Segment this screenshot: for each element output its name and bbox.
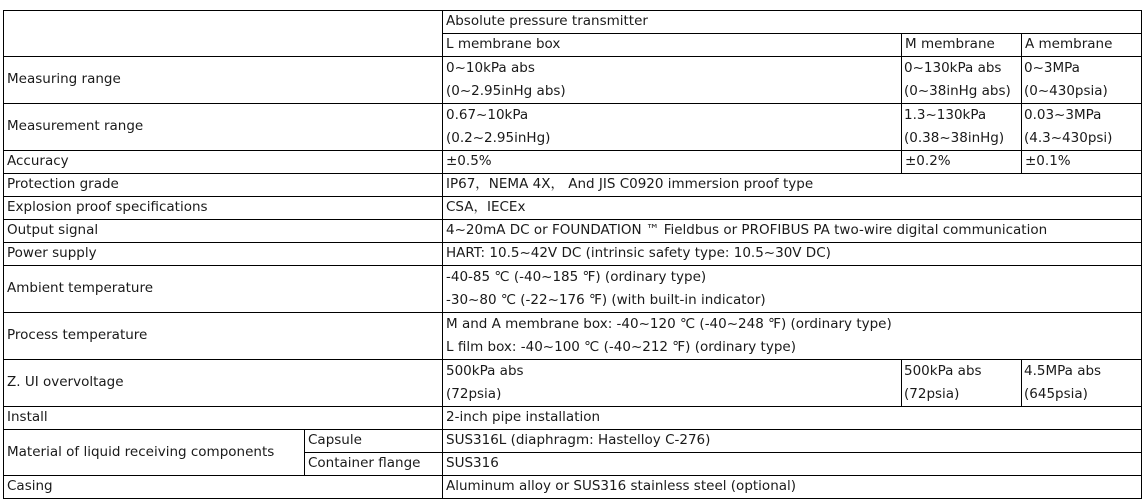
cell-value: 2-inch pipe installation [443, 407, 1142, 430]
sub-label-flange: Container flange [305, 453, 443, 476]
cell-m: 500kPa abs (72psia) [902, 360, 1022, 407]
cell-l: ±0.5% [443, 151, 902, 174]
header-m-box: M membrane [902, 34, 1022, 57]
row-label: Process temperature [4, 313, 443, 360]
row-label: Install [4, 407, 443, 430]
table-row [4, 430, 1142, 453]
table-row [4, 407, 1142, 430]
cell-value: Aluminum alloy or SUS316 stainless steel (optional) [443, 476, 1142, 499]
table-row [4, 174, 1142, 197]
row-label: Z. UI overvoltage [4, 360, 443, 407]
table-row [4, 104, 1142, 151]
cell-l: 0.67~10kPa (0.2~2.95inHg) [443, 104, 902, 151]
table-row [4, 11, 1142, 34]
table-row [4, 220, 1142, 243]
header-l-box: L membrane box [443, 34, 902, 57]
table-row [4, 360, 1142, 407]
cell-value: 4~20mA DC or FOUNDATION ™ Fieldbus or PROFIBUS PA two-wire digital communication [443, 220, 1142, 243]
cell-l: 0~10kPa abs (0~2.95inHg abs) [443, 57, 902, 104]
header-title: Absolute pressure transmitter [443, 11, 1142, 34]
cell-value: -40-85 ℃ (-40~185 ℉) (ordinary type) -30~80 ℃ (-22~176 ℉) (with built-in indicator) [443, 266, 1142, 313]
row-label: Output signal [4, 220, 443, 243]
cell-value: SUS316 [443, 453, 1142, 476]
table-row [4, 313, 1142, 360]
spec-table [3, 10, 1142, 499]
row-label: Accuracy [4, 151, 443, 174]
table-row [4, 57, 1142, 104]
cell-m: 0~130kPa abs (0~38inHg abs) [902, 57, 1022, 104]
cell-value: IP67，NEMA 4X， And JIS C0920 immersion proof type [443, 174, 1142, 197]
row-label: Explosion proof specifications [4, 197, 443, 220]
row-label: Measurement range [4, 104, 443, 151]
table-row [4, 151, 1142, 174]
cell-m: ±0.2% [902, 151, 1022, 174]
table-row [4, 197, 1142, 220]
table-row [4, 476, 1142, 499]
cell-a: 0.03~3MPa (4.3~430psi) [1022, 104, 1142, 151]
cell-a: ±0.1% [1022, 151, 1142, 174]
cell-a: 0~3MPa (0~430psia) [1022, 57, 1142, 104]
cell-l: 500kPa abs (72psia) [443, 360, 902, 407]
table-row [4, 266, 1142, 313]
row-label: Ambient temperature [4, 266, 443, 313]
header-empty-cell [4, 11, 443, 57]
row-label: Measuring range [4, 57, 443, 104]
cell-value: SUS316L (diaphragm: Hastelloy C-276) [443, 430, 1142, 453]
row-label: Material of liquid receiving components [4, 430, 305, 476]
cell-a: 4.5MPa abs (645psia) [1022, 360, 1142, 407]
row-label: Casing [4, 476, 443, 499]
header-a-box: A membrane [1022, 34, 1142, 57]
table-row [4, 243, 1142, 266]
row-label: Power supply [4, 243, 443, 266]
cell-value: HART: 10.5~42V DC (intrinsic safety type: 10.5~30V DC) [443, 243, 1142, 266]
cell-m: 1.3~130kPa (0.38~38inHg) [902, 104, 1022, 151]
cell-value: M and A membrane box: -40~120 ℃ (-40~248 ℉) (ordinary type) L film box: -40~100 ℃ (-40~212 ℉) (ordinary type) [443, 313, 1142, 360]
cell-value: CSA，IECEx [443, 197, 1142, 220]
sub-label-capsule: Capsule [305, 430, 443, 453]
row-label: Protection grade [4, 174, 443, 197]
